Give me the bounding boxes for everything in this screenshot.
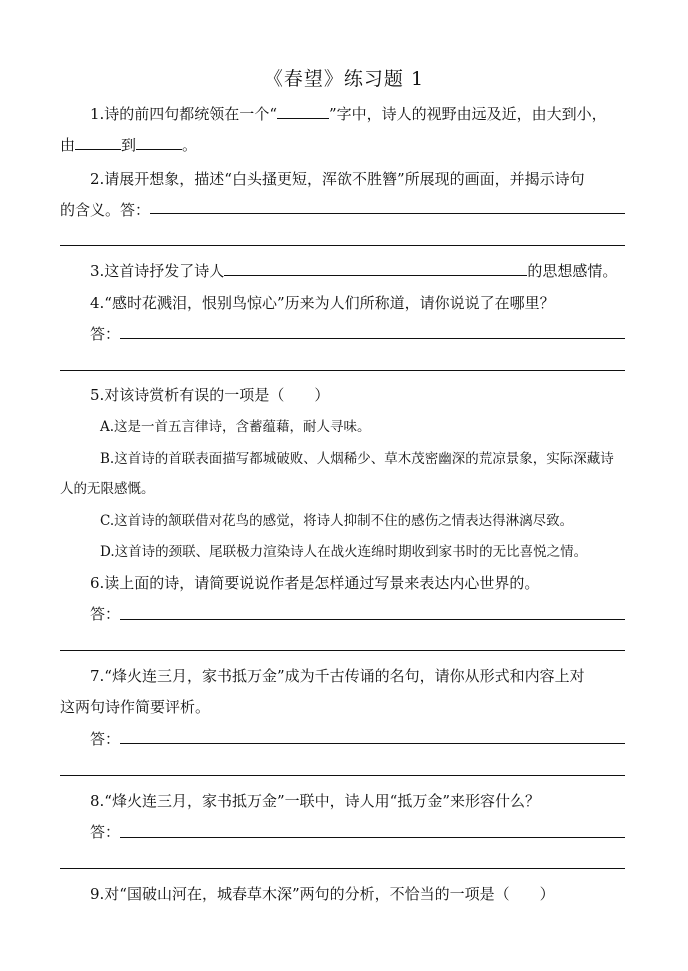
question-7-answer-line-1[interactable] [120,743,625,744]
question-7-answer-label: 答： [90,730,121,748]
question-6-answer-line-1[interactable] [120,619,625,620]
question-2-line-1: 2.请展开想象，描述“白头搔更短，浑欲不胜簪”所展现的画面，并揭示诗句 [90,170,585,188]
question-3-blank[interactable] [224,260,527,276]
question-7-answer-line-2[interactable] [60,775,625,776]
question-8-answer-line-1[interactable] [120,837,625,838]
question-5-stem-text: 5.对该诗赏析有误的一项是（ [90,386,285,404]
question-4-answer-line-1[interactable] [120,338,625,339]
question-5-stem [90,384,329,406]
question-1-text-c: 由 [60,136,76,154]
question-1-line-1 [90,103,607,125]
question-5-option-b-line-1: B.这首诗的首联表面描写都城破败、人烟稀少、草木茂密幽深的荒凉景象，实际深藏诗 [100,451,614,467]
question-9-stem-end: ） [539,885,555,903]
question-1-text-a: 1.诗的前四句都统领在一个“ [90,105,277,123]
question-4-answer-label: 答： [90,325,121,343]
question-1-text-d: 到 [121,136,137,154]
question-6-answer-line-2[interactable] [60,650,625,651]
question-8-answer-line-2[interactable] [60,868,625,869]
question-6-line-1: 6.读上面的诗，请简要说说作者是怎样通过写景来表达内心世界的。 [90,574,540,592]
question-1-text-b: ”字中，诗人的视野由远及近，由大到小， [328,105,607,123]
question-5-option-a: A.这是一首五言律诗，含蓄蕴藉，耐人寻味。 [100,419,371,435]
question-5-option-b-line-2: 人的无限感慨。 [60,481,155,497]
question-4-answer-line-2[interactable] [60,370,625,371]
question-4-line-1: 4.“感时花溅泪，恨别鸟惊心”历来为人们所称道，请你说说了在哪里？ [90,294,555,312]
question-8-line-1: 8.“烽火连三月，家书抵万金”一联中，诗人用“抵万金”来形容什么？ [90,792,540,810]
question-9-stem [90,883,555,905]
question-2-answer-line-1[interactable] [150,213,625,214]
question-1-blank-from[interactable] [75,134,121,150]
question-5-option-c: C.这首诗的颔联借对花鸟的感觉，将诗人抑制不住的感伤之情表达得淋漓尽致。 [100,513,574,529]
question-1-text-e: 。 [182,136,198,154]
question-3-text-b: 的思想感情。 [527,262,618,280]
question-1-line-2 [60,134,197,156]
question-9-stem-text: 9.对“国破山河在，城春草木深”两句的分析，不恰当的一项是（ [90,885,510,903]
question-5-stem-end: ） [314,386,330,404]
question-7-line-2: 这两句诗作简要评析。 [60,698,211,716]
question-6-answer-label: 答： [90,605,121,623]
question-5-option-d: D.这首诗的颈联、尾联极力渲染诗人在战火连绵时期收到家书时的无比喜悦之情。 [100,544,588,560]
question-2-line-2: 的含义。答： [60,201,151,219]
question-2-answer-line-2[interactable] [60,245,625,246]
question-3-text-a: 3.这首诗抒发了诗人 [90,262,225,280]
worksheet-title: 《春望》练习题 1 [263,68,425,90]
question-1-blank-keyword[interactable] [277,103,329,119]
question-7-line-1: 7.“烽火连三月，家书抵万金”成为千古传诵的名句，请你从形式和内容上对 [90,667,585,685]
question-1-blank-to[interactable] [136,134,182,150]
question-8-answer-label: 答： [90,823,121,841]
question-3-line [90,260,617,282]
